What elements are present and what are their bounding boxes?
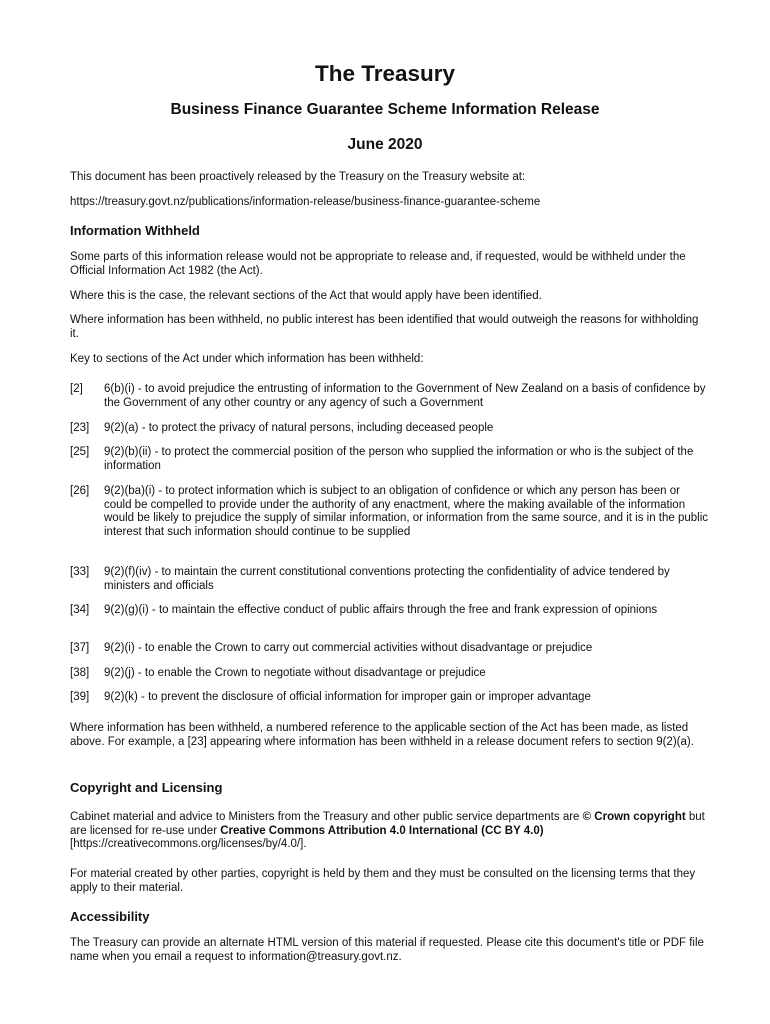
key-description: 9(2)(ba)(i) - to protect information which is subject to an obligation of confidence or which any person has been or could be compelled to provide under the authority of any enactment, where the making available of the information would be likely to prejudice the supply of similar information, or information from the same source, and it is in the public interest that such information should continue to be supplied: [104, 485, 709, 538]
copyright-para-2: For material created by other parties, copyright is held by them and they must be consulted on the licensing terms that they apply to their material.: [70, 868, 696, 894]
key-description: 9(2)(k) - to prevent the disclosure of official information for improper gain or improper advantage: [104, 691, 591, 703]
copyright-text-2: but are licensed for re-use under: [70, 811, 705, 837]
key-code: [34]: [70, 604, 90, 616]
key-code: [25]: [70, 446, 90, 458]
release-date: June 2020: [347, 136, 423, 153]
crown-copyright-text: © Crown copyright: [582, 811, 686, 823]
key-description: 9(2)(a) - to protect the privacy of natural persons, including deceased people: [104, 422, 494, 434]
key-code: [37]: [70, 642, 90, 654]
copyright-text-1: Cabinet material and advice to Ministers from the Treasury and other public service departments are: [70, 811, 583, 823]
license-url-text: [https://creativecommons.org/licenses/by/4.0/].: [70, 838, 307, 851]
withheld-closing: Where information has been withheld, a numbered reference to the applicable section of the Act has been made, as listed above. For example, a [23] appearing where information has been withheld in a release document refers to section 9(2)(a).: [70, 722, 694, 748]
intro-text: This document has been proactively released by the Treasury on the Treasury website at:: [70, 171, 526, 183]
withheld-para-2: Where this is the case, the relevant sections of the Act that would apply have been identified.: [70, 290, 542, 302]
release-url: https://treasury.govt.nz/publications/information-release/business-finance-guarantee-scheme: [70, 196, 541, 208]
heading-information-withheld: Information Withheld: [70, 223, 200, 238]
withheld-para-3: Where information has been withheld, no public interest has been identified that would outweigh the reasons for withholding it.: [70, 314, 699, 340]
withheld-para-1: Some parts of this information release would not be appropriate to release and, if requested, would be withheld under the Official Information Act 1982 (the Act).: [70, 251, 686, 277]
key-description: 9(2)(i) - to enable the Crown to carry out commercial activities without disadvantage or prejudice: [104, 642, 593, 654]
key-description: 9(2)(f)(iv) - to maintain the current constitutional conventions protecting the confidentiality of advice tendered by ministers and officials: [104, 566, 670, 592]
key-code: [26]: [70, 485, 90, 497]
key-code: [33]: [70, 566, 90, 578]
key-description: 9(2)(g)(i) - to maintain the effective conduct of public affairs through the free and frank expression of opinions: [104, 604, 658, 616]
key-description: 9(2)(j) - to enable the Crown to negotiate without disadvantage or prejudice: [104, 667, 486, 679]
key-description: 9(2)(b)(ii) - to protect the commercial position of the person who supplied the information or who is the subject of the information: [104, 446, 694, 472]
key-code: [2]: [70, 383, 83, 395]
key-code: [23]: [70, 422, 90, 434]
license-name-text: Creative Commons Attribution 4.0 International (CC BY 4.0): [220, 824, 544, 837]
key-description: 6(b)(i) - to avoid prejudice the entrusting of information to the Government of New Zealand on a basis of confidence by the Government of any other country or any agency of such a Government: [104, 383, 706, 409]
document-subtitle: Business Finance Guarantee Scheme Information Release: [170, 101, 600, 118]
heading-copyright: Copyright and Licensing: [70, 780, 223, 795]
key-code: [39]: [70, 691, 90, 703]
copyright-para-1: [70, 811, 710, 852]
accessibility-para: The Treasury can provide an alternate HTML version of this material if requested. Please cite this document's title or PDF file name when you email a request to information@treasury.govt.nz.: [70, 937, 704, 963]
heading-accessibility: Accessibility: [70, 909, 150, 924]
key-code: [38]: [70, 667, 90, 679]
document-title: The Treasury: [314, 61, 456, 86]
key-intro: Key to sections of the Act under which information has been withheld:: [70, 353, 424, 365]
